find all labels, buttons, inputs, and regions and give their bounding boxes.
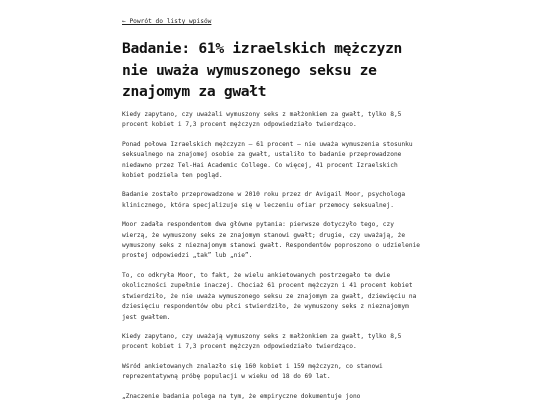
article-title: Badanie: 61% izraelskich mężczyzn nie uważa wymuszonego seksu ze znajomym za gwałt <box>122 40 403 100</box>
back-to-list-link[interactable]: ← Powrót do listy wpisów <box>122 18 212 25</box>
article-paragraph: Kiedy zapytano, czy uważają wymuszony seks z małżonkiem za gwałt, tylko 8,5 procent kobiet i 7,3 procent mężczyzn odpowiedziało twierdząco. <box>122 332 402 351</box>
article-body <box>122 110 420 411</box>
article-paragraph: Moor zadała respondentom dwa główne pytania: pierwsze dotyczyło tego, czy wierzą, że wymuszony seks ze znajomym stanowi gwałt; drugie, czy uważają, że wymuszony seks z nieznajomym stanowi gwałt. Respondentów poproszono o udzielenie prostej odpowiedzi „tak” lub „nie”. <box>122 221 421 260</box>
article-paragraph: To, co odkryła Moor, to fakt, że wielu ankietowanych postrzegało te dwie okoliczności zupełnie inaczej. Chociaż 61 procent mężczyzn i 41 procent kobiet stwierdziło, że nie uważa wymuszonego seksu ze znajomym za gwałt, dziewięciu na dziesięciu respondentów obu płci stwierdziło, że wymuszony seks z nieznajomym jest gwałtem. <box>122 271 417 321</box>
article-paragraph: „Znaczenie badania polega na tym, że empiryczne dokumentuje jono <box>122 392 361 400</box>
article-paragraph: Wśród ankietowanych znalazło się 160 kobiet i 159 mężczyzn, co stanowi reprezentatywną próbę populacji w wieku od 18 do 69 lat. <box>122 362 383 381</box>
article-paragraph: Badanie zostało przeprowadzone w 2010 roku przez dr Avigail Moor, psychologa klinicznego, która specjalizuje się w leczeniu ofiar przemocy seksualnej. <box>122 191 406 209</box>
article-paragraph: Ponad połowa Izraelskich mężczyzn – 61 procent – nie uważa wymuszenia stosunku seksualnego na znajomej osobie za gwałt, ustaliło to badanie przeprowadzone niedawno przez Tel-Hai Academic College. Co więcej, 41 procent Izraelskich kobiet podziela ten pogląd. <box>122 140 413 180</box>
article-paragraph: Kiedy zapytano, czy uważali wymuszony seks z małżonkiem za gwałt, tylko 8,5 procent kobiet i 7,3 procent mężczyzn odpowiedziało twierdząco. <box>122 111 402 129</box>
